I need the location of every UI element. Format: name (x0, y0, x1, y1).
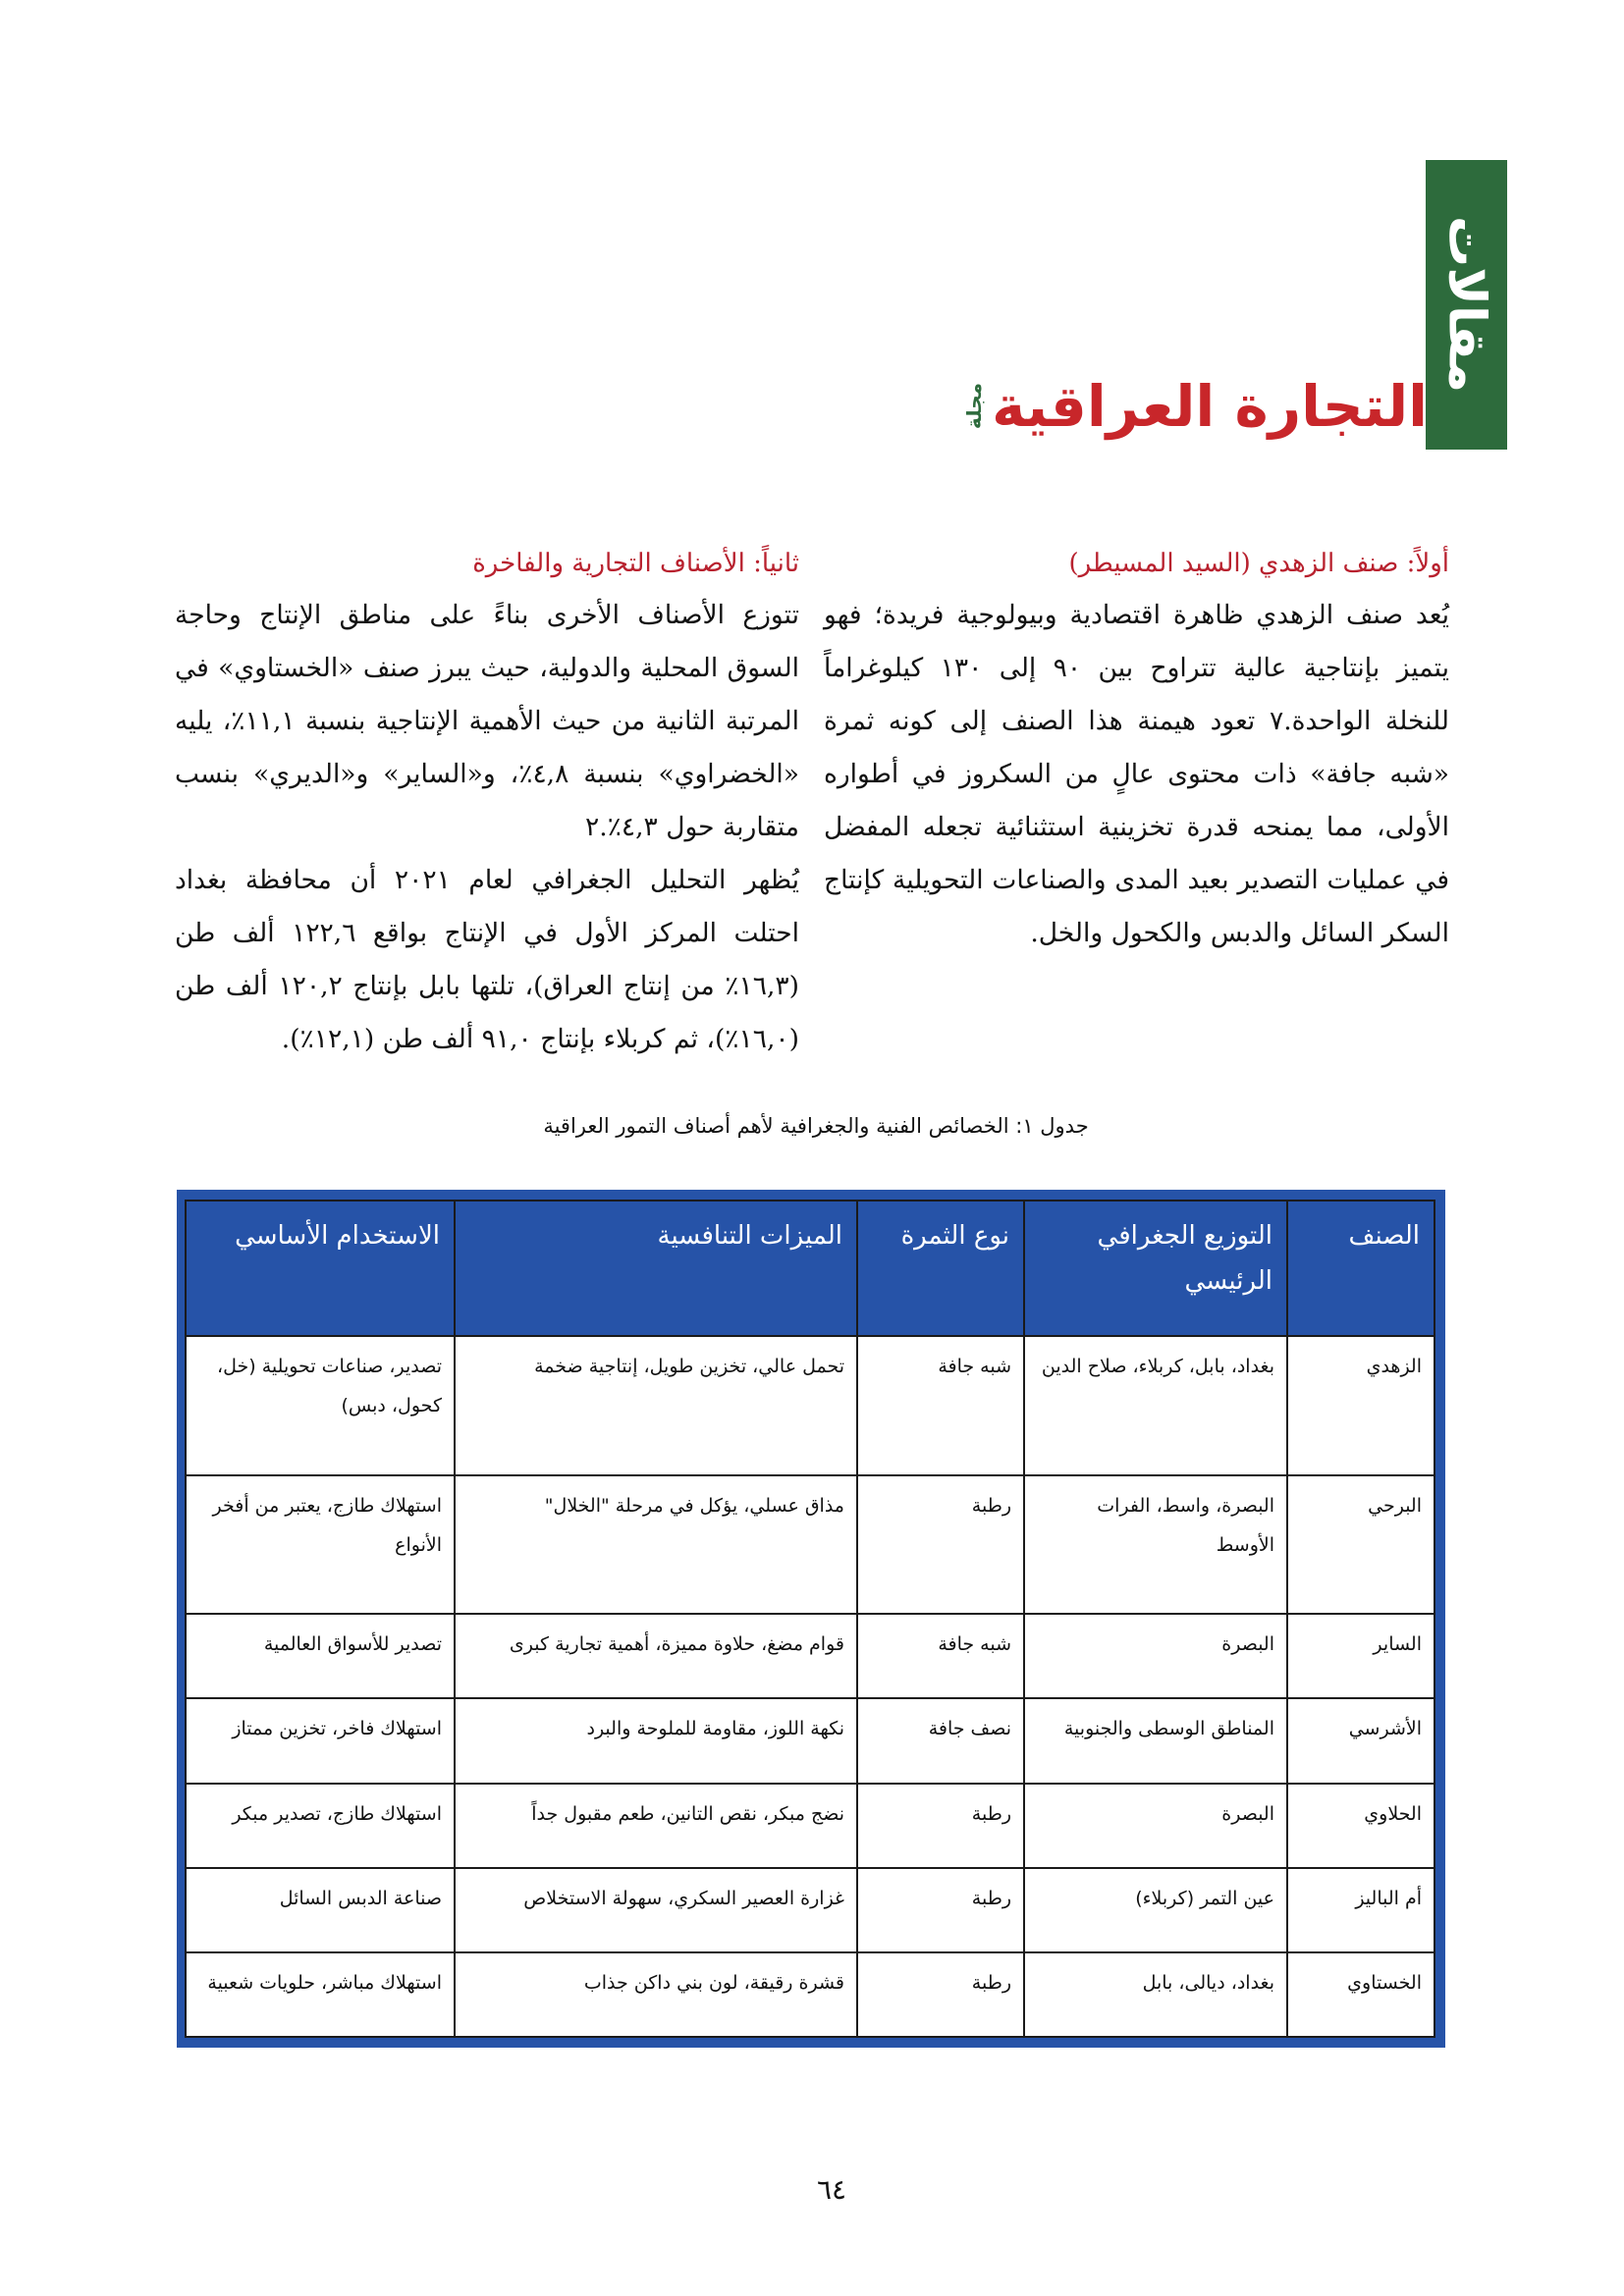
table-cell: نكهة اللوز، مقاومة للملوحة والبرد (455, 1698, 857, 1783)
table-row (186, 1475, 1435, 1615)
table-row (186, 1336, 1435, 1475)
table-cell: الحلاوي (1287, 1784, 1435, 1868)
table-cell: قشرة رقيقة، لون بني داكن جذاب (455, 1952, 857, 2037)
table-cell: استهلاك طازج، يعتبر من أفخر الأنواع (186, 1475, 455, 1615)
header-distribution: التوزيع الجغرافي الرئيسي (1024, 1201, 1287, 1336)
left-column-para-2: يُظهر التحليل الجغرافي لعام ٢٠٢١ أن محافظة بغداد احتلت المركز الأول في الإنتاج بواقع ١٢٢,٦ ألف طن (١٦,٣٪ من إنتاج العراق)، تلتها بابل بإنتاج ١٢٠,٢ ألف طن (١٦,٠٪)، ثم كربلاء بإنتاج ٩١,٠ ألف طن (١٢,١٪). (175, 865, 800, 1054)
section-tab-label: مقالات (1436, 216, 1496, 394)
left-column-heading: ثانياً: الأصناف التجارية والفاخرة (472, 549, 799, 578)
table-cell: البصرة (1024, 1614, 1287, 1698)
table-cell: شبه جافة (857, 1614, 1024, 1698)
table-cell: شبه جافة (857, 1336, 1024, 1475)
table-cell: استهلاك طازج، تصدير مبكر (186, 1784, 455, 1868)
table-cell: مذاق عسلي، يؤكل في مرحلة "الخلال" (455, 1475, 857, 1615)
table-cell: تصدير، صناعات تحويلية (خل، كحول، دبس) (186, 1336, 455, 1475)
table-cell: نصف جافة (857, 1698, 1024, 1783)
table-cell: المناطق الوسطى والجنوبية (1024, 1698, 1287, 1783)
table-cell: صناعة الدبس السائل (186, 1868, 455, 1952)
table-row (186, 1698, 1435, 1783)
table-cell: الزهدي (1287, 1336, 1435, 1475)
header-usage: الاستخدام الأساسي (186, 1201, 455, 1336)
table-cell: بغداد، بابل، كربلاء، صلاح الدين (1024, 1336, 1287, 1475)
table-row (186, 1868, 1435, 1952)
right-column (824, 538, 1449, 960)
table-cell: البرحي (1287, 1475, 1435, 1615)
table-cell: غزارة العصير السكري، سهولة الاستخلاص (455, 1868, 857, 1952)
logo-prefix: مجلة (962, 382, 987, 429)
header-fruit-type: نوع الثمرة (857, 1201, 1024, 1336)
table-caption: جدول ١: الخصائص الفنية والجغرافية لأهم أصناف التمور العراقية (543, 1114, 1089, 1138)
section-tab (1426, 160, 1507, 450)
table-cell: رطبة (857, 1868, 1024, 1952)
table-cell: البصرة (1024, 1784, 1287, 1868)
table-cell: رطبة (857, 1952, 1024, 2037)
magazine-logo (962, 373, 1428, 440)
table-cell: نضج مبكر، نقص التانين، طعم مقبول جداً (455, 1784, 857, 1868)
table-cell: الأشرسي (1287, 1698, 1435, 1783)
table-cell: رطبة (857, 1784, 1024, 1868)
table-row (186, 1952, 1435, 2037)
table-cell: الساير (1287, 1614, 1435, 1698)
left-column-para-1: تتوزع الأصناف الأخرى بناءً على مناطق الإنتاج وحاجة السوق المحلية والدولية، حيث يبرز صنف «الخستاوي» في المرتبة الثانية من حيث الأهمية الإنتاجية بنسبة ١١,١٪، يليه «الخضراوي» بنسبة ٤,٨٪، و«الساير» و«الديري» بنسب متقاربة حول ٤,٣٪.٢ (175, 600, 799, 842)
table-cell: استهلاك مباشر، حلويات شعبية (186, 1952, 455, 2037)
table-cell: أم الباليز (1287, 1868, 1435, 1952)
table-cell: قوام مضغ، حلاوة مميزة، أهمية تجارية كبرى (455, 1614, 857, 1698)
table-cell: عين التمر (كربلاء) (1024, 1868, 1287, 1952)
header-cultivar: الصنف (1287, 1201, 1435, 1336)
logo-title: التجارة العراقية (992, 373, 1428, 440)
table-cell: بغداد، ديالى، بابل (1024, 1952, 1287, 2037)
dates-table (185, 1200, 1435, 2038)
table-row (186, 1784, 1435, 1868)
table-cell: رطبة (857, 1475, 1024, 1615)
header-advantages: الميزات التنافسية (455, 1201, 857, 1336)
table-cell: استهلاك فاخر، تخزين ممتاز (186, 1698, 455, 1783)
table-header-row (186, 1201, 1435, 1336)
table-row (186, 1614, 1435, 1698)
right-column-heading: أولاً: صنف الزهدي (السيد المسيطر) (1068, 549, 1449, 578)
table-cell: تصدير للأسواق العالمية (186, 1614, 455, 1698)
table-cell: تحمل عالي، تخزين طويل، إنتاجية ضخمة (455, 1336, 857, 1475)
left-column (175, 538, 799, 1066)
table-cell: البصرة، واسط، الفرات الأوسط (1024, 1475, 1287, 1615)
page-number: ٦٤ (816, 2173, 847, 2206)
table-cell: الخستاوي (1287, 1952, 1435, 2037)
table-frame (177, 1190, 1445, 2048)
right-column-body: يُعد صنف الزهدي ظاهرة اقتصادية وبيولوجية فريدة؛ فهو يتميز بإنتاجية عالية تتراوح بين ٩٠ إلى ١٣٠ كيلوغراماً للنخلة الواحدة.٧ تعود هيمنة هذا الصنف إلى كونه ثمرة «شبه جافة» ذات محتوى عالٍ من السكروز في أطواره الأولى، مما يمنحه قدرة تخزينية استثنائية تجعله المفضل في عمليات التصدير بعيد المدى والصناعات التحويلية كإنتاج السكر السائل والدبس والكحول والخل. (824, 600, 1449, 948)
